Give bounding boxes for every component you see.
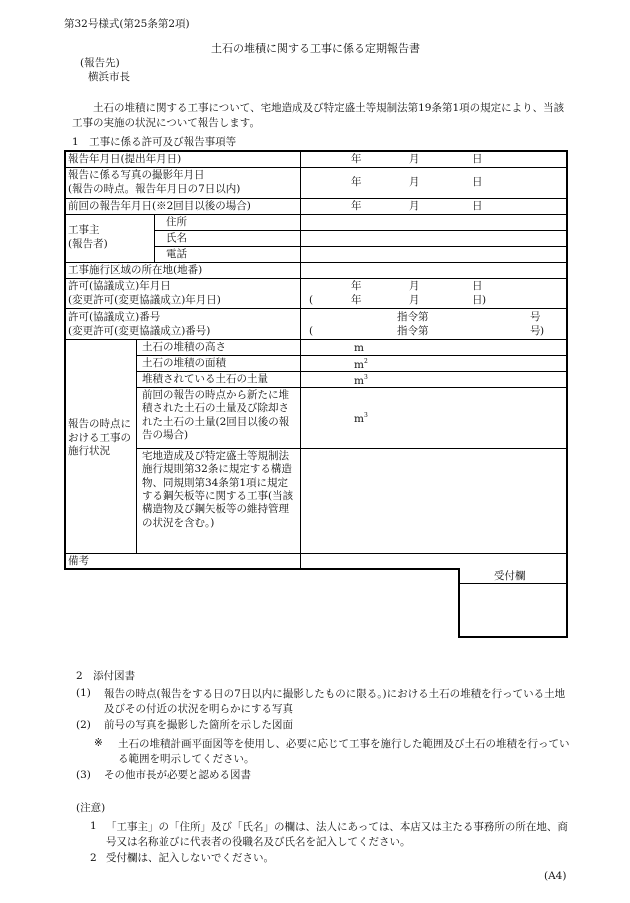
note-1-text: 「工事主」の「住所」及び「氏名」の欄は、法人にあっては、本店又は主たる事務所の所在地、商号又は名称並びに代表者の役職名及び氏名を記入してください。 [106, 821, 568, 849]
prev-report-label: 前回の報告年月日(※2回目以後の場合) [68, 200, 251, 212]
address-label: 住所 [166, 216, 187, 228]
change-order-text: 指令第 [397, 325, 429, 337]
addressee: 横浜市長 [88, 71, 130, 83]
prev-report-month: 月 [409, 200, 420, 212]
page-title: 土石の堆積に関する工事に係る定期報告書 [211, 42, 420, 55]
reception-border-bottom [458, 636, 568, 638]
note-2-text: 受付欄は、記入しないでください。 [106, 852, 274, 864]
contractor-label: 工事主 [68, 224, 100, 236]
change-number-paren-close: ) [540, 325, 545, 337]
permit-number-unit: 号 [530, 311, 541, 323]
permit-order-text: 指令第 [397, 311, 429, 323]
reception-divider [458, 583, 568, 584]
photo-date-day: 日 [472, 176, 483, 188]
change-date-day: 日 [472, 294, 483, 306]
attachment-1-text: 報告の時点(報告をする日の7日以内に撮影したものに限る。)における土石の堆積を行っている土地及びその付近の状況を明らかにする写真 [104, 688, 566, 716]
report-form-table [64, 150, 568, 582]
permit-date-day: 日 [472, 280, 483, 292]
change-date-paren-close: ) [482, 294, 487, 306]
phone-label: 電話 [166, 248, 187, 260]
table-border-bottom [64, 568, 458, 570]
report-date-day: 日 [472, 153, 483, 165]
change-date-month: 月 [409, 294, 420, 306]
permit-date-year: 年 [351, 280, 362, 292]
permit-date-label: 許可(協議成立)年月日 [68, 280, 171, 292]
table-border-top [64, 150, 568, 152]
area-label: 土石の堆積の面積 [142, 357, 226, 369]
structure-work-label: 宅地造成及び特定盛土等規制法施行規則第32条に規定する構造物、同規則第34条第1項に規定する鋼矢板等に関する工事(当該構造物及び鋼矢板等の維持管理の状況を含む。) [142, 450, 294, 529]
prev-report-day: 日 [472, 200, 483, 212]
attachment-note-text: 土石の堆積計画平面図等を使用し、必要に応じて工事を施行した範囲及び土石の堆積を行っている範囲を明示してください。 [118, 738, 570, 766]
section1-title: 1 工事に係る許可及び報告事項等 [72, 136, 237, 148]
area-unit: $m^2$ [354, 358, 368, 371]
permit-number-label: 許可(協議成立)番号 [68, 311, 161, 323]
section2-title: 2 添付図書 [76, 670, 136, 682]
attachment-3-text: その他市長が必要と認める図書 [104, 769, 251, 781]
report-date-label: 報告年月日(提出年月日) [68, 153, 182, 165]
volume-change-label: 前回の報告の時点から新たに堆積された土石の土量及び除却された土石の土量(2回目以後の報告の場合) [142, 389, 290, 441]
reception-label: 受付欄 [494, 570, 526, 582]
location-label: 工事施行区域の所在地(地番) [68, 264, 203, 276]
change-permit-date-label: (変更許可(変更協議成立)年月日) [68, 294, 221, 306]
attachment-2-text: 前号の写真を撮影した箇所を示した図面 [104, 719, 293, 731]
attachment-1-number: (1) [76, 687, 91, 699]
change-permit-number-label: (変更許可(変更協議成立)番号) [68, 325, 211, 337]
paper-size-label: (A4) [544, 870, 567, 882]
addressee-label: (報告先) [80, 57, 120, 69]
remarks-label: 備考 [68, 555, 89, 567]
reception-border-left [458, 568, 460, 638]
change-date-paren-open: ( [309, 294, 314, 306]
volume-label: 堆積されている土石の土量 [142, 373, 268, 385]
photo-date-note: (報告の時点。報告年月日の7日以内) [68, 183, 241, 195]
photo-date-month: 月 [409, 176, 420, 188]
attachment-2-number: (2) [76, 719, 91, 731]
report-date-year: 年 [351, 153, 362, 165]
reception-border-right [566, 568, 568, 638]
height-unit: m [354, 342, 364, 354]
note-mark: ※ [94, 737, 103, 749]
table-border-right [566, 150, 568, 570]
report-date-month: 月 [409, 153, 420, 165]
contractor-sublabel: (報告者) [68, 238, 108, 250]
volume-change-unit: $m^3$ [354, 412, 368, 425]
intro-paragraph: 土石の堆積に関する工事について、宅地造成及び特定盛土等規制法第19条第1項の規定により、当該工事の実施の状況について報告します。 [72, 102, 565, 130]
change-number-paren-open: ( [309, 325, 314, 337]
note-2-number: 2 [90, 852, 97, 864]
prev-report-year: 年 [351, 200, 362, 212]
form-number: 第32号様式(第25条第2項) [64, 18, 190, 30]
notes-title: (注意) [76, 802, 106, 814]
attachment-3-number: (3) [76, 769, 91, 781]
note-1-number: 1 [90, 820, 97, 832]
table-border-left [64, 150, 66, 570]
photo-date-year: 年 [351, 176, 362, 188]
name-label: 氏名 [166, 232, 187, 244]
change-date-year: 年 [351, 294, 362, 306]
height-label: 土石の堆積の高さ [142, 341, 226, 353]
photo-date-label: 報告に係る写真の撮影年月日 [68, 169, 205, 181]
volume-unit: $m^3$ [354, 374, 368, 387]
status-label: 報告の時点における工事の施行状況 [68, 418, 131, 458]
change-number-unit: 号 [530, 325, 541, 337]
permit-date-month: 月 [409, 280, 420, 292]
